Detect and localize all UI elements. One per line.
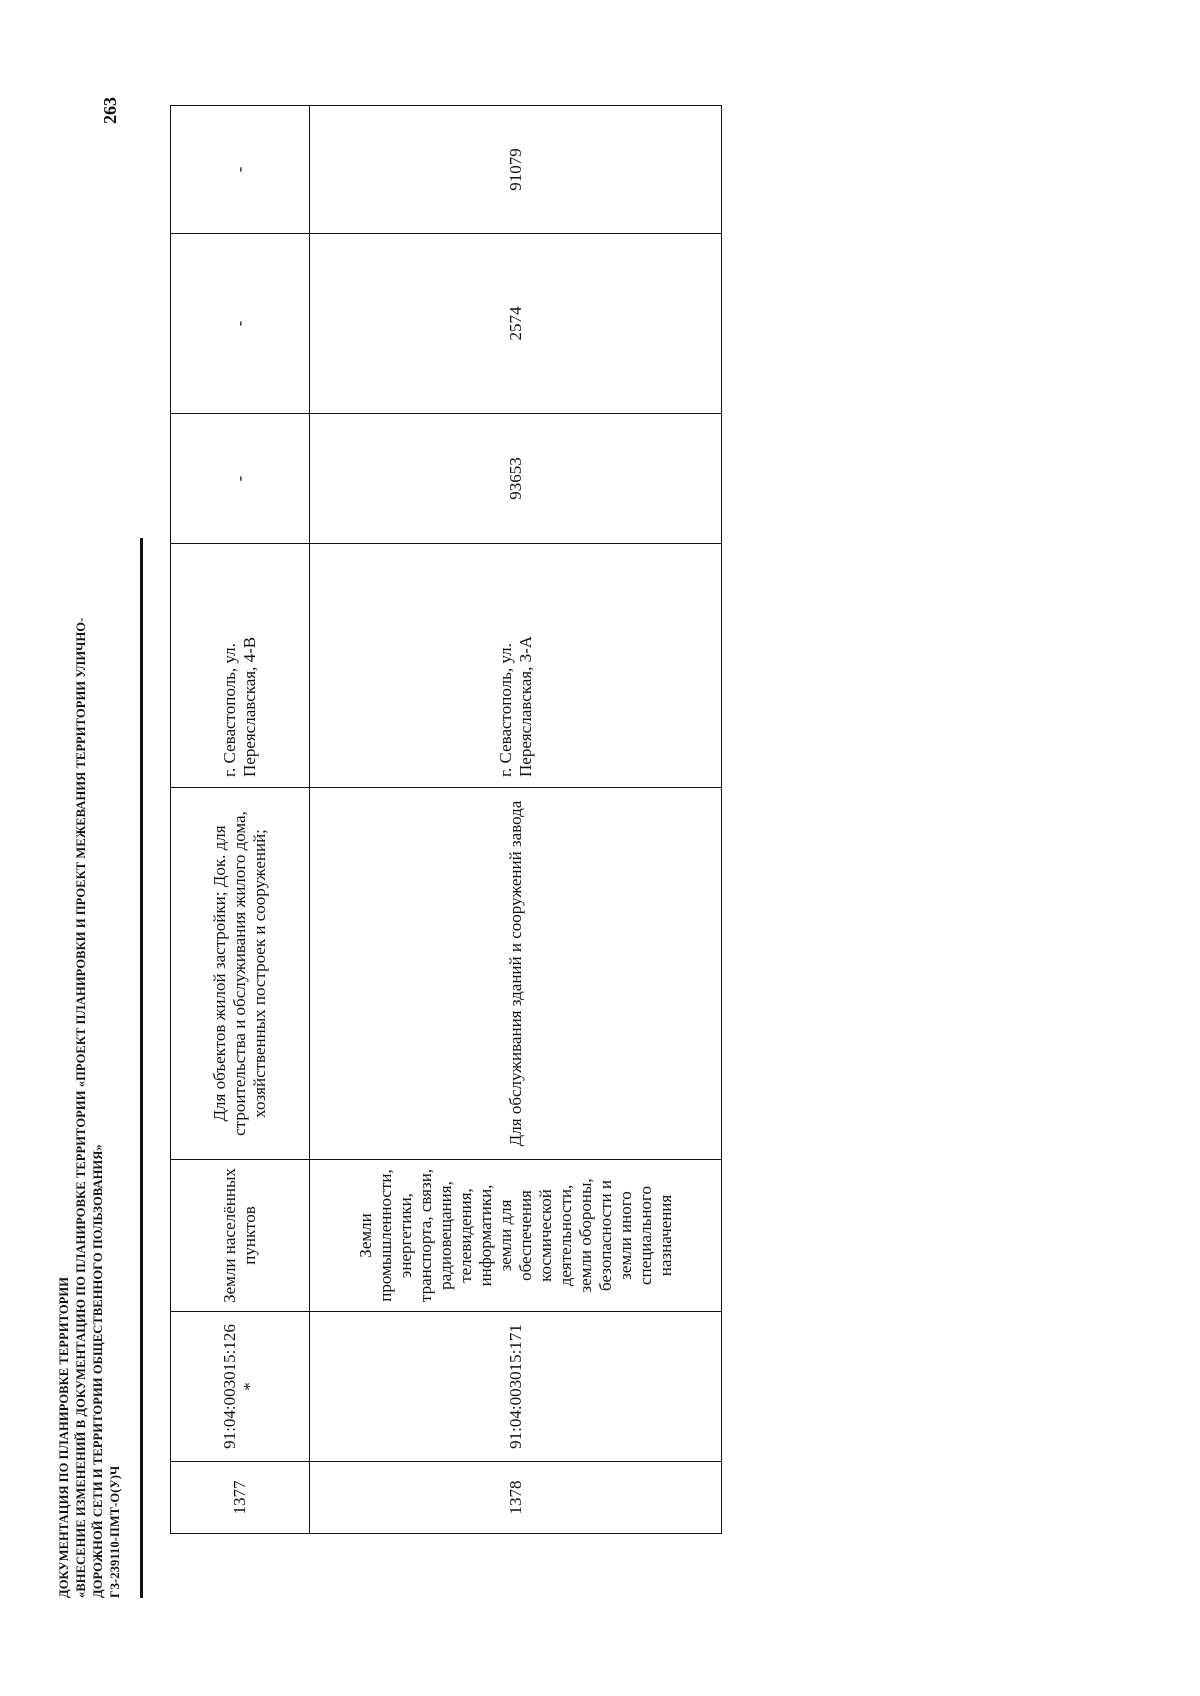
value-1: -	[171, 414, 310, 544]
table-row	[171, 106, 310, 1534]
value-1: 93653	[310, 414, 722, 544]
value-2: 2574	[310, 234, 722, 414]
page-number: 263	[100, 97, 120, 124]
header-rule	[140, 538, 143, 1598]
table-row	[310, 106, 722, 1534]
header-line-4: ГЗ-239110-ПМТ-О(У)Ч	[108, 1465, 122, 1598]
address: г. Севастополь, ул. Переяславская, 4-В	[171, 544, 310, 788]
header-line-3: ДОРОЖНОЙ СЕТИ И ТЕРРИТОРИИ ОБЩЕСТВЕННОГО ПОЛЬЗОВАНИЯ»	[91, 1144, 105, 1598]
address: г. Севастополь, ул. Переяславская, 3-А	[310, 544, 722, 788]
row-number: 1378	[310, 1462, 722, 1534]
header-line-2: «ВНЕСЕНИЕ ИЗМЕНЕНИЙ В ДОКУМЕНТАЦИЮ ПО ПЛАНИРОВКЕ ТЕРРИТОРИИ «ПРОЕКТ ПЛАНИРОВКИ И ПРОЕКТ МЕЖЕВАНИЯ ТЕРРИТОРИИ УЛИЧНО-	[74, 617, 88, 1598]
document-header	[56, 178, 124, 1598]
header-line-1: ДОКУМЕНТАЦИЯ ПО ПЛАНИРОВКЕ ТЕРРИТОРИИ	[57, 1276, 71, 1598]
land-category: Земли населённых пунктов	[171, 1160, 310, 1312]
value-2: -	[171, 234, 310, 414]
row-number: 1377	[171, 1462, 310, 1534]
cadastral-number: 91:04:003015:126 *	[171, 1312, 310, 1462]
land-category: Земли промышленности, энергетики, транспорта, связи, радиовещания, телевидения, информатики, земли для обеспечения космической деятельности, земли обороны, безопасности и земли иного специального назначения	[310, 1160, 722, 1312]
permitted-use: Для объектов жилой застройки; Док. для строительства и обслуживания жилого дома, хозяйственных построек и сооружений;	[171, 788, 310, 1160]
value-3: 91079	[310, 106, 722, 234]
value-3: -	[171, 106, 310, 234]
permitted-use: Для обслуживания зданий и сооружений завода	[310, 788, 722, 1160]
land-plots-table	[170, 105, 722, 1534]
cadastral-number: 91:04:003015:171	[310, 1312, 722, 1462]
